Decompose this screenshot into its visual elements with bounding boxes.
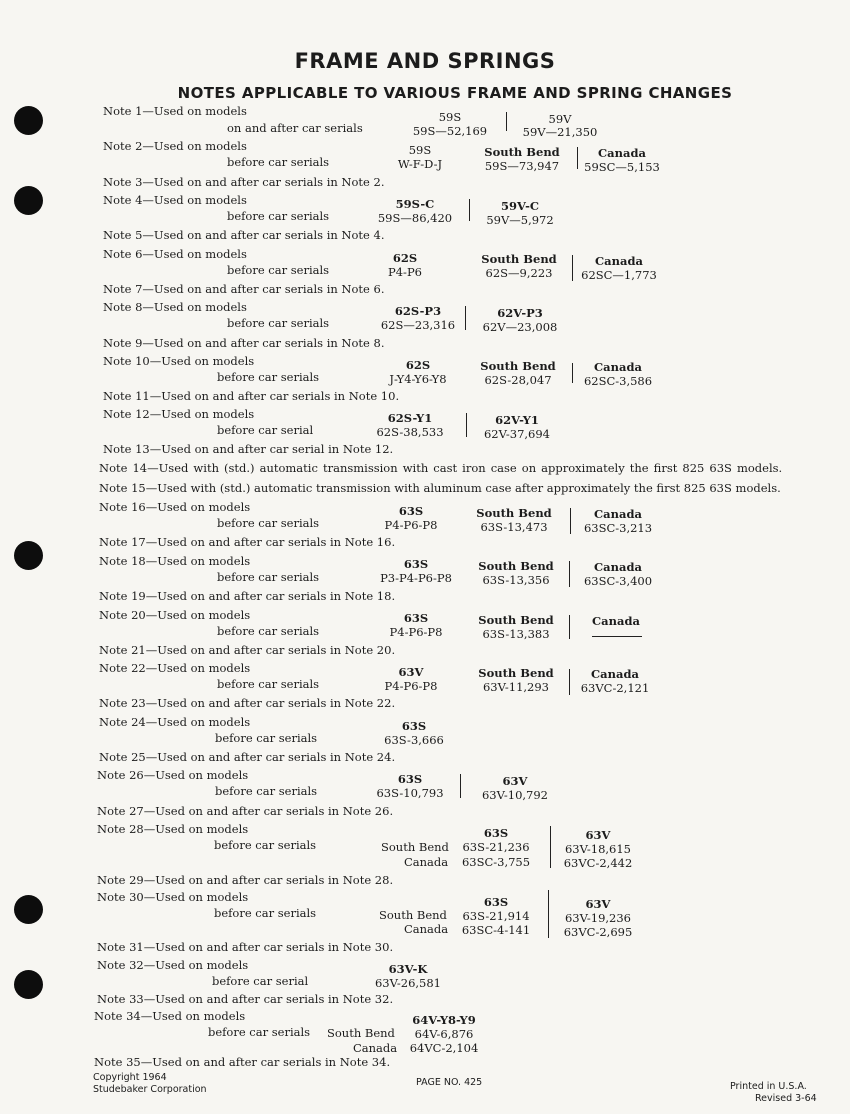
- plant-heading: South Bend: [478, 559, 554, 573]
- serial-value: P4-P6-P8: [384, 518, 438, 532]
- serial-value: 59S—73,947: [484, 159, 560, 173]
- serial-value: 63S-13,383: [482, 627, 550, 641]
- plant-heading: South Bend: [481, 252, 557, 266]
- note-serial-caption: before car serials: [227, 263, 330, 277]
- model-heading: 62S: [392, 251, 418, 265]
- model-heading: 62S: [405, 358, 431, 372]
- note-label: Note 6—Used on models: [103, 247, 247, 261]
- note-label: Note 5—Used on and after car serials in Note 4.: [103, 228, 385, 242]
- serial-value: 62S—23,316: [380, 318, 456, 332]
- serial-value: 62S-38,533: [376, 425, 444, 439]
- note-label: Note 23—Used on and after car serials in Note 22.: [99, 696, 396, 710]
- copyright-company: Studebaker Corporation: [93, 1084, 207, 1095]
- binder-hole: [14, 895, 43, 924]
- note-label: Note 10—Used on models: [103, 354, 255, 368]
- model-heading: 63S: [483, 895, 509, 909]
- serial-value: J-Y4-Y6-Y8: [389, 372, 447, 386]
- note-serial-caption: before car serials: [227, 316, 330, 330]
- serial-value: 63V-26,581: [374, 976, 441, 990]
- note-serial-caption: before car serials: [227, 155, 330, 169]
- model-heading: 63V: [502, 774, 528, 788]
- serial-value: 59V—5,972: [486, 213, 554, 227]
- serial-value: 63S-10,793: [376, 786, 444, 800]
- plant-heading: Canada: [594, 507, 642, 521]
- serial-value: 59S—86,420: [377, 211, 453, 225]
- note-label: Note 3—Used on and after car serials in Note 2.: [103, 175, 385, 189]
- plant-heading: Canada: [598, 146, 646, 160]
- plant-label: South Bend: [381, 840, 449, 854]
- note-serial-caption: before car serials: [217, 570, 320, 584]
- note-label: Note 32—Used on models: [97, 958, 249, 972]
- printed-in: Printed in U.S.A.: [730, 1081, 807, 1092]
- note-label: Note 26—Used on models: [97, 768, 249, 782]
- serial-value: W-F-D-J: [397, 157, 443, 171]
- model-heading: 59S: [408, 143, 432, 157]
- note-label: Note 1—Used on models: [103, 104, 247, 118]
- plant-heading: Canada: [591, 667, 639, 681]
- note-serial-caption: before car serials: [217, 677, 320, 691]
- serial-value: 59V—21,350: [522, 125, 598, 139]
- note-label: Note 17—Used on and after car serials in Note 16.: [99, 535, 396, 549]
- serial-value: 62SC—1,773: [581, 268, 657, 282]
- serial-value: 62V-37,694: [483, 427, 550, 441]
- note-label: Note 24—Used on models: [99, 715, 251, 729]
- model-heading: 59S: [438, 110, 462, 124]
- serial-value: 62SC-3,586: [583, 374, 653, 388]
- model-heading: 59S-C: [395, 197, 435, 211]
- note-label: Note 16—Used on models: [99, 500, 251, 514]
- note-serial-caption: before car serials: [215, 784, 318, 798]
- note-label: Note 25—Used on and after car serials in Note 24.: [99, 750, 396, 764]
- note-label: Note 8—Used on models: [103, 300, 247, 314]
- note-label: Note 19—Used on and after car serials in Note 18.: [99, 589, 396, 603]
- plant-label: South Bend: [379, 908, 447, 922]
- serial-value: 63S-21,914: [462, 909, 530, 923]
- note-serial-caption: before car serials: [208, 1025, 311, 1039]
- note-label: Note 21—Used on and after car serials in Note 20.: [99, 643, 396, 657]
- binder-hole: [14, 970, 43, 999]
- model-heading: 63S: [398, 504, 424, 518]
- serial-value: 63V-18,615: [564, 842, 631, 856]
- serial-value: P3-P4-P6-P8: [380, 571, 452, 585]
- model-heading: 63S: [401, 719, 427, 733]
- serial-value: 63S-3,666: [384, 733, 444, 747]
- plant-label: South Bend: [327, 1026, 395, 1040]
- note-label: Note 20—Used on models: [99, 608, 251, 622]
- model-heading: 62V-P3: [497, 306, 543, 320]
- model-heading: 63V: [398, 665, 424, 679]
- note-serial-caption: before car serials: [214, 838, 317, 852]
- note-label: Note 27—Used on and after car serials in Note 26.: [97, 804, 394, 818]
- page-subtitle: NOTES APPLICABLE TO VARIOUS FRAME AND SPRING CHANGES: [177, 84, 733, 102]
- binder-hole: [14, 186, 43, 215]
- model-heading: 62S-Y1: [387, 411, 433, 425]
- note-label: Note 7—Used on and after car serials in Note 6.: [103, 282, 385, 296]
- serial-value: 59SC—5,153: [584, 160, 660, 174]
- page-number: PAGE NO. 425: [416, 1077, 483, 1088]
- binder-hole: [14, 541, 43, 570]
- note-serial-caption: before car serial: [217, 423, 314, 437]
- plant-heading: Canada: [592, 614, 640, 628]
- note-serial-caption: before car serials: [227, 209, 330, 223]
- model-heading: 59V: [548, 112, 572, 126]
- serial-value: P4-P6-P8: [389, 625, 443, 639]
- model-heading: 63S: [403, 557, 429, 571]
- page-title: FRAME AND SPRINGS: [294, 49, 556, 73]
- plant-label: Canada: [404, 922, 449, 936]
- serial-value: 63SC-4-141: [461, 923, 531, 937]
- serial-value: 63VC-2,442: [563, 856, 633, 870]
- plant-heading: South Bend: [484, 145, 560, 159]
- model-heading: 64V-Y8-Y9: [412, 1013, 476, 1027]
- plant-label: Canada: [404, 855, 449, 869]
- plant-heading: Canada: [595, 254, 643, 268]
- serial-value: 59S—52,169: [412, 124, 488, 138]
- plant-heading: South Bend: [476, 506, 552, 520]
- note-label: Note 14—Used with (std.) automatic transmission with cast iron case on approximately the first 825 63S models.: [99, 461, 783, 475]
- serial-value: 63SC-3,400: [583, 574, 653, 588]
- binder-hole: [14, 106, 43, 135]
- note-label: Note 4—Used on models: [103, 193, 247, 207]
- serial-value: 63S-13,356: [482, 573, 550, 587]
- serial-value: 63VC-2,695: [563, 925, 633, 939]
- serial-value: 63SC-3,755: [461, 855, 531, 869]
- note-serial-caption: before car serial: [212, 974, 309, 988]
- note-label: Note 33—Used on and after car serials in Note 32.: [97, 992, 394, 1006]
- model-heading: 63S: [403, 611, 429, 625]
- note-label: Note 35—Used on and after car serials in Note 34.: [94, 1055, 391, 1069]
- model-heading: 62S-P3: [394, 304, 442, 318]
- note-label: Note 34—Used on models: [94, 1009, 246, 1023]
- serial-value: 63V-19,236: [564, 911, 631, 925]
- copyright-year: Copyright 1964: [93, 1072, 167, 1083]
- note-serial-caption: before car serials: [215, 731, 318, 745]
- serial-value: P4-P6-P8: [384, 679, 438, 693]
- note-label: Note 28—Used on models: [97, 822, 249, 836]
- plant-heading: Canada: [594, 560, 642, 574]
- serial-value: 64V-6,876: [414, 1027, 474, 1041]
- blank-serial-line: [592, 636, 642, 637]
- serial-value: 62V—23,008: [482, 320, 558, 334]
- note-label: Note 15—Used with (std.) automatic transmission with aluminum case after approximately the first 825 63S models.: [99, 481, 781, 495]
- note-label: Note 9—Used on and after car serials in Note 8.: [103, 336, 385, 350]
- note-label: Note 11—Used on and after car serials in Note 10.: [103, 389, 400, 403]
- model-heading: 63V: [585, 897, 611, 911]
- serial-value: 63S-13,473: [480, 520, 548, 534]
- model-heading: 63V: [585, 828, 611, 842]
- note-serial-caption: on and after car serials: [227, 121, 363, 135]
- note-serial-caption: before car serials: [217, 516, 320, 530]
- model-heading: 63S: [483, 826, 509, 840]
- serial-value: 63V-11,293: [482, 680, 549, 694]
- plant-heading: Canada: [594, 360, 642, 374]
- serial-value: 63SC-3,213: [583, 521, 653, 535]
- note-label: Note 12—Used on models: [103, 407, 255, 421]
- serial-value: 63S-21,236: [462, 840, 530, 854]
- note-label: Note 13—Used on and after car serial in Note 12.: [103, 442, 394, 456]
- note-label: Note 29—Used on and after car serials in Note 28.: [97, 873, 394, 887]
- plant-heading: South Bend: [478, 666, 554, 680]
- model-heading: 63V-K: [388, 962, 428, 976]
- plant-label: Canada: [353, 1041, 398, 1055]
- note-label: Note 2—Used on models: [103, 139, 247, 153]
- note-label: Note 18—Used on models: [99, 554, 251, 568]
- revision-date: Revised 3-64: [755, 1093, 817, 1104]
- note-label: Note 22—Used on models: [99, 661, 251, 675]
- serial-value: 64VC-2,104: [409, 1041, 479, 1055]
- serial-value: P4-P6: [388, 265, 422, 279]
- model-heading: 62V-Y1: [495, 413, 539, 427]
- note-label: Note 30—Used on models: [97, 890, 249, 904]
- serial-value: 63V-10,792: [481, 788, 548, 802]
- note-label: Note 31—Used on and after car serials in Note 30.: [97, 940, 394, 954]
- serial-value: 62S—9,223: [485, 266, 553, 280]
- note-serial-caption: before car serials: [217, 370, 320, 384]
- model-heading: 63S: [397, 772, 423, 786]
- note-serial-caption: before car serials: [217, 624, 320, 638]
- note-serial-caption: before car serials: [214, 906, 317, 920]
- serial-value: 63VC-2,121: [580, 681, 650, 695]
- serial-value: 62S-28,047: [484, 373, 552, 387]
- plant-heading: South Bend: [480, 359, 556, 373]
- plant-heading: South Bend: [478, 613, 554, 627]
- model-heading: 59V-C: [500, 199, 539, 213]
